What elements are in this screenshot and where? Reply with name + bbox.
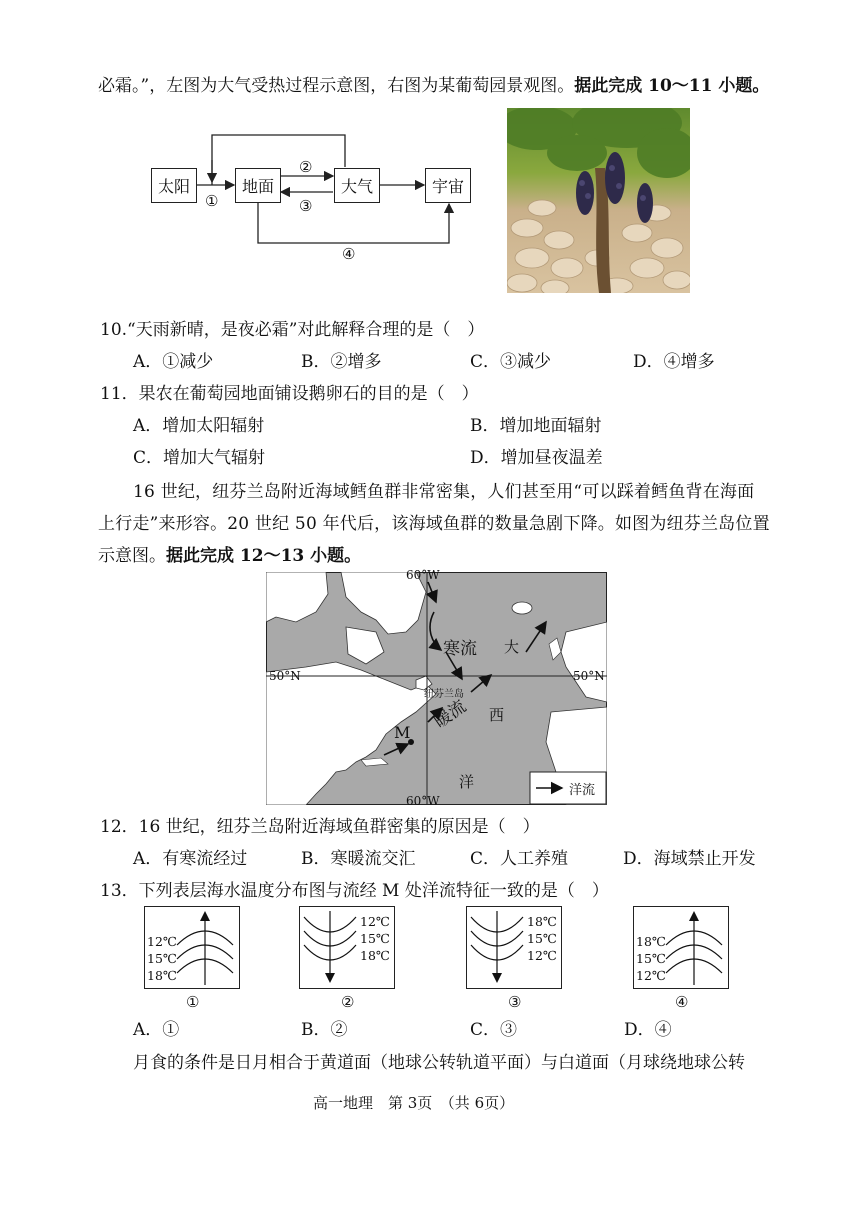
passage2-line1: 16 世纪，纽芬兰岛附近海域鳕鱼群非常密集，人们甚至用“可以踩着鳕鱼背在海面 bbox=[133, 482, 755, 502]
lon-label-bottom: 60°W bbox=[406, 794, 440, 808]
ocean-char-1: 大 bbox=[504, 638, 520, 656]
warm-current-label: 暖流 bbox=[430, 696, 471, 733]
sst4-label: ④ bbox=[675, 993, 689, 1011]
mark-1: ① bbox=[205, 192, 219, 210]
universe-box: 宇宙 bbox=[425, 168, 471, 203]
q13-option-c[interactable]: C．③ bbox=[470, 1020, 518, 1040]
sst3-temp-2: 15℃ bbox=[527, 931, 557, 946]
sst-diagram-2 bbox=[299, 906, 395, 989]
sst3-label: ③ bbox=[508, 993, 522, 1011]
q12-option-c[interactable]: C．人工养殖 bbox=[470, 849, 569, 869]
passage2-text: 示意图。 bbox=[98, 546, 166, 566]
q11-stem: 11．果农在葡萄园地面铺设鹅卵石的目的是（ ） bbox=[100, 384, 479, 404]
q10-option-a[interactable]: A．①减少 bbox=[133, 352, 214, 372]
q10-option-d[interactable]: D．④增多 bbox=[633, 352, 715, 372]
intro-instruction: 据此完成 10～11 小题。 bbox=[574, 76, 770, 96]
legend-label: 洋流 bbox=[569, 783, 596, 798]
ocean-char-3: 洋 bbox=[459, 773, 475, 791]
island-label: 纽芬兰岛 bbox=[424, 689, 464, 700]
sun-box: 太阳 bbox=[151, 168, 197, 203]
passage2-line2: 上行走”来形容。20 世纪 50 年代后，该海域鱼群的数量急剧下降。如图为纽芬兰岛位置 bbox=[98, 514, 770, 534]
sst-diagram-4 bbox=[633, 906, 729, 989]
sst-diagram-1 bbox=[144, 906, 240, 989]
q12-option-d[interactable]: D．海域禁止开发 bbox=[623, 849, 756, 869]
ground-box: 地面 bbox=[235, 168, 281, 203]
q11-option-a[interactable]: A．增加太阳辐射 bbox=[133, 416, 265, 436]
q11-option-b[interactable]: B．增加地面辐射 bbox=[470, 416, 602, 436]
q11-option-c[interactable]: C．增加大气辐射 bbox=[133, 448, 266, 468]
newfoundland-map bbox=[266, 568, 607, 808]
sst4-temp-2: 15℃ bbox=[636, 951, 666, 966]
mark-4: ④ bbox=[342, 245, 356, 263]
q13-option-d[interactable]: D．④ bbox=[624, 1020, 672, 1040]
sst1-temp-1: 12℃ bbox=[147, 934, 177, 949]
sst2-label: ② bbox=[341, 993, 355, 1011]
sst4-temp-3: 12℃ bbox=[636, 968, 666, 983]
q10-stem: 10.“天雨新晴，是夜必霜”对此解释合理的是（ ） bbox=[100, 320, 485, 340]
lat-label-right: 50°N bbox=[573, 669, 605, 683]
lon-label-top: 60°W bbox=[406, 568, 440, 582]
q13-option-a[interactable]: A．① bbox=[133, 1020, 180, 1040]
intro-line bbox=[98, 71, 769, 96]
intro-text: 必霜。”，左图为大气受热过程示意图，右图为某葡萄园景观图。 bbox=[98, 76, 575, 96]
sst1-temp-2: 15℃ bbox=[147, 951, 177, 966]
q12-stem: 12．16 世纪，纽芬兰岛附近海域鱼群密集的原因是（ ） bbox=[100, 817, 540, 837]
page-footer: 高一地理 第 3页 （共 6页） bbox=[313, 1094, 515, 1112]
q11-option-d[interactable]: D．增加昼夜温差 bbox=[470, 448, 603, 468]
ocean-char-2: 西 bbox=[489, 706, 505, 724]
q13-stem: 13．下列表层海水温度分布图与流经 M 处洋流特征一致的是（ ） bbox=[100, 881, 609, 901]
sst3-temp-1: 18℃ bbox=[527, 914, 557, 929]
q12-option-b[interactable]: B．寒暖流交汇 bbox=[301, 849, 416, 869]
sst2-temp-3: 18℃ bbox=[360, 948, 390, 963]
mark-2: ② bbox=[299, 158, 313, 176]
sst2-temp-2: 15℃ bbox=[360, 931, 390, 946]
passage2-instruction: 据此完成 12～13 小题。 bbox=[166, 546, 362, 566]
point-m-label: M bbox=[394, 723, 411, 742]
q10-option-b[interactable]: B．②增多 bbox=[301, 352, 382, 372]
passage2-line3 bbox=[98, 541, 361, 566]
passage3-line: 月食的条件是日月相合于黄道面（地球公转轨道平面）与白道面（月球绕地球公转 bbox=[133, 1053, 745, 1073]
cold-current-label: 寒流 bbox=[443, 639, 477, 659]
sst1-temp-3: 18℃ bbox=[147, 968, 177, 983]
q13-option-b[interactable]: B．② bbox=[301, 1020, 348, 1040]
sst4-temp-1: 18℃ bbox=[636, 934, 666, 949]
sst-diagram-3 bbox=[466, 906, 562, 989]
mark-3: ③ bbox=[299, 197, 313, 215]
q10-option-c[interactable]: C．③减少 bbox=[470, 352, 552, 372]
vineyard-photo bbox=[507, 108, 690, 293]
q12-option-a[interactable]: A．有寒流经过 bbox=[133, 849, 248, 869]
sst2-temp-1: 12℃ bbox=[360, 914, 390, 929]
atmosphere-box: 大气 bbox=[334, 168, 380, 203]
sst3-temp-3: 12℃ bbox=[527, 948, 557, 963]
lat-label-left: 50°N bbox=[269, 669, 301, 683]
sst1-label: ① bbox=[186, 993, 200, 1011]
